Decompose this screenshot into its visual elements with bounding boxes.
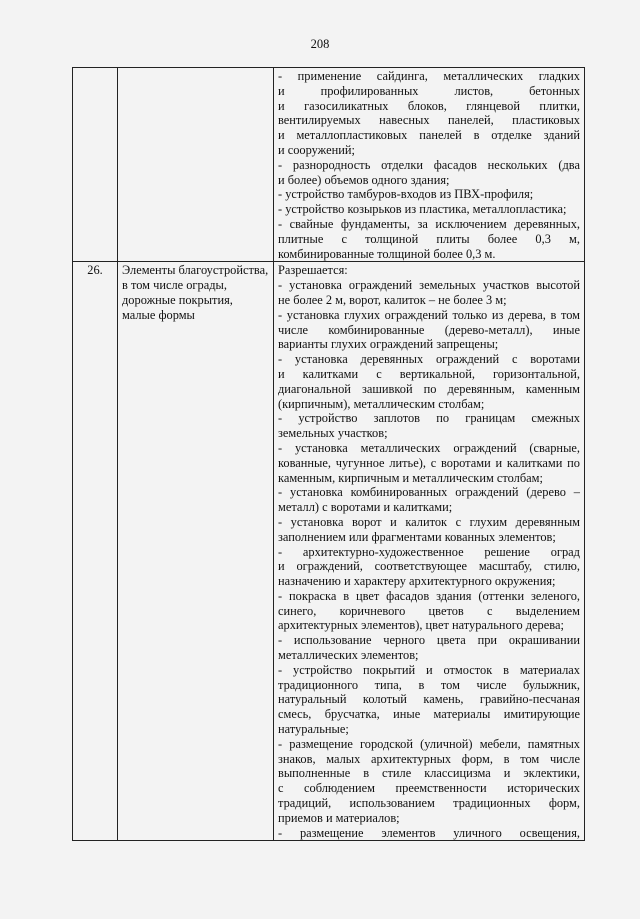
text-line: натуральный колотый камень, гравийно-песчаная: [278, 692, 580, 707]
text-line: - устройство заплотов по границам смежных: [278, 411, 580, 426]
text-line: и сооружений;: [278, 142, 355, 157]
text-line: синего, коричневого цветов с выделением: [278, 603, 580, 618]
row-element-name: [118, 68, 274, 262]
row-number: 26.: [73, 262, 118, 841]
row-element-name: Элементы благоустройства, в том числе ограды, дорожные покрытия, малые формы: [118, 262, 274, 841]
text-line: и ограждений, соответствующее масштабу, стилю,: [278, 559, 580, 574]
table-row: [73, 68, 585, 262]
text-line: - установка металлических ограждений (сварные,: [278, 440, 580, 455]
row-number: [73, 68, 118, 262]
text-line: - размещение элементов уличного освещения,: [278, 825, 580, 840]
text-line: каменным, кирпичным и металлическим столбам;: [278, 470, 543, 485]
text-line: смесь, брусчатка, иные материалы имитирующие: [278, 707, 580, 722]
text-line: архитектурных элементов), цвет натурального дерева;: [278, 618, 564, 633]
text-line: - устройство покрытий и отмосток в материалах: [278, 662, 580, 677]
text-line: металлических элементов;: [278, 648, 419, 663]
text-line: с соблюдением преемственности исторических: [278, 781, 580, 796]
text-line: Разрешается:: [278, 263, 348, 278]
text-line: - установка ограждений земельных участков высотой: [278, 278, 580, 293]
text-line: - устройство козырьков из пластика, металлопластика;: [278, 202, 567, 217]
row-requirements: [274, 262, 585, 841]
text-line: - установка глухих ограждений только из дерева, в том: [278, 307, 580, 322]
text-line: знаков, малых архитектурных форм, в том числе: [278, 751, 580, 766]
text-line: выполненные в стиле классицизма и эклектики,: [278, 766, 580, 781]
page-number: 208: [310, 37, 330, 51]
text-line: не более 2 м, ворот, калиток – не более 3 м;: [278, 292, 507, 307]
text-line: приемов и материалов;: [278, 810, 400, 825]
text-line: и профилированных листов, бетонных: [278, 83, 580, 98]
text-line: - устройство тамбуров-входов из ПВХ-профиля;: [278, 187, 534, 202]
text-line: и калитками с вертикальной, горизонтальной,: [278, 366, 580, 381]
text-line: варианты глухих ограждений запрещены;: [278, 337, 499, 352]
text-line: комбинированные толщиной более 0,3 м.: [278, 246, 496, 261]
text-line: металл) с воротами и калитками;: [278, 500, 453, 515]
text-line: и более) объемов одного здания;: [278, 172, 450, 187]
regulations-table: [72, 67, 585, 841]
table-row: [73, 262, 585, 841]
text-line: заполнением или фрагментами кованных элементов;: [278, 529, 556, 544]
row-requirements: [274, 68, 585, 262]
text-line: - размещение городской (уличной) мебели, памятных: [278, 736, 580, 751]
text-line: - покраска в цвет фасадов здания (оттенки зеленого,: [278, 588, 580, 603]
text-line: - применение сайдинга, металлических гладких: [278, 69, 580, 83]
text-line: - установка деревянных ограждений с воротами: [278, 352, 580, 367]
text-line: кованные, чугунное литье), с воротами и калитками по: [278, 455, 580, 470]
text-line: - разнородность отделки фасадов нескольких (два: [278, 157, 580, 172]
text-line: - архитектурно-художественное решение оград: [278, 544, 580, 559]
text-line: традиций, использованием традиционных форм,: [278, 796, 580, 811]
text-line: - свайные фундаменты, за исключением деревянных,: [278, 216, 580, 231]
text-line: назначению и характеру архитектурного окружения;: [278, 574, 556, 589]
text-line: вентилируемых навесных панелей, пластиковых: [278, 113, 580, 128]
text-line: диагональной зашивкой по деревянным, каменным: [278, 381, 580, 396]
text-line: традиционного типа, в том числе булыжник,: [278, 677, 580, 692]
text-line: числе комбинированные (дерево-металл), иные: [278, 322, 580, 337]
text-line: и металлопластиковых панелей в отделке зданий: [278, 128, 580, 143]
text-line: - использование черного цвета при окрашивании: [278, 633, 580, 648]
text-line: плитные с толщиной плиты более 0,3 м,: [278, 231, 580, 246]
text-line: земельных участков;: [278, 426, 388, 441]
text-line: - установка ворот и калиток с глухим деревянным: [278, 514, 580, 529]
text-line: (кирпичным), металлическим столбам;: [278, 396, 485, 411]
text-line: и газосиликатных блоков, глянцевой плитки,: [278, 98, 580, 113]
text-line: - установка комбинированных ограждений (дерево –: [278, 485, 580, 500]
text-line: натуральные;: [278, 722, 349, 737]
